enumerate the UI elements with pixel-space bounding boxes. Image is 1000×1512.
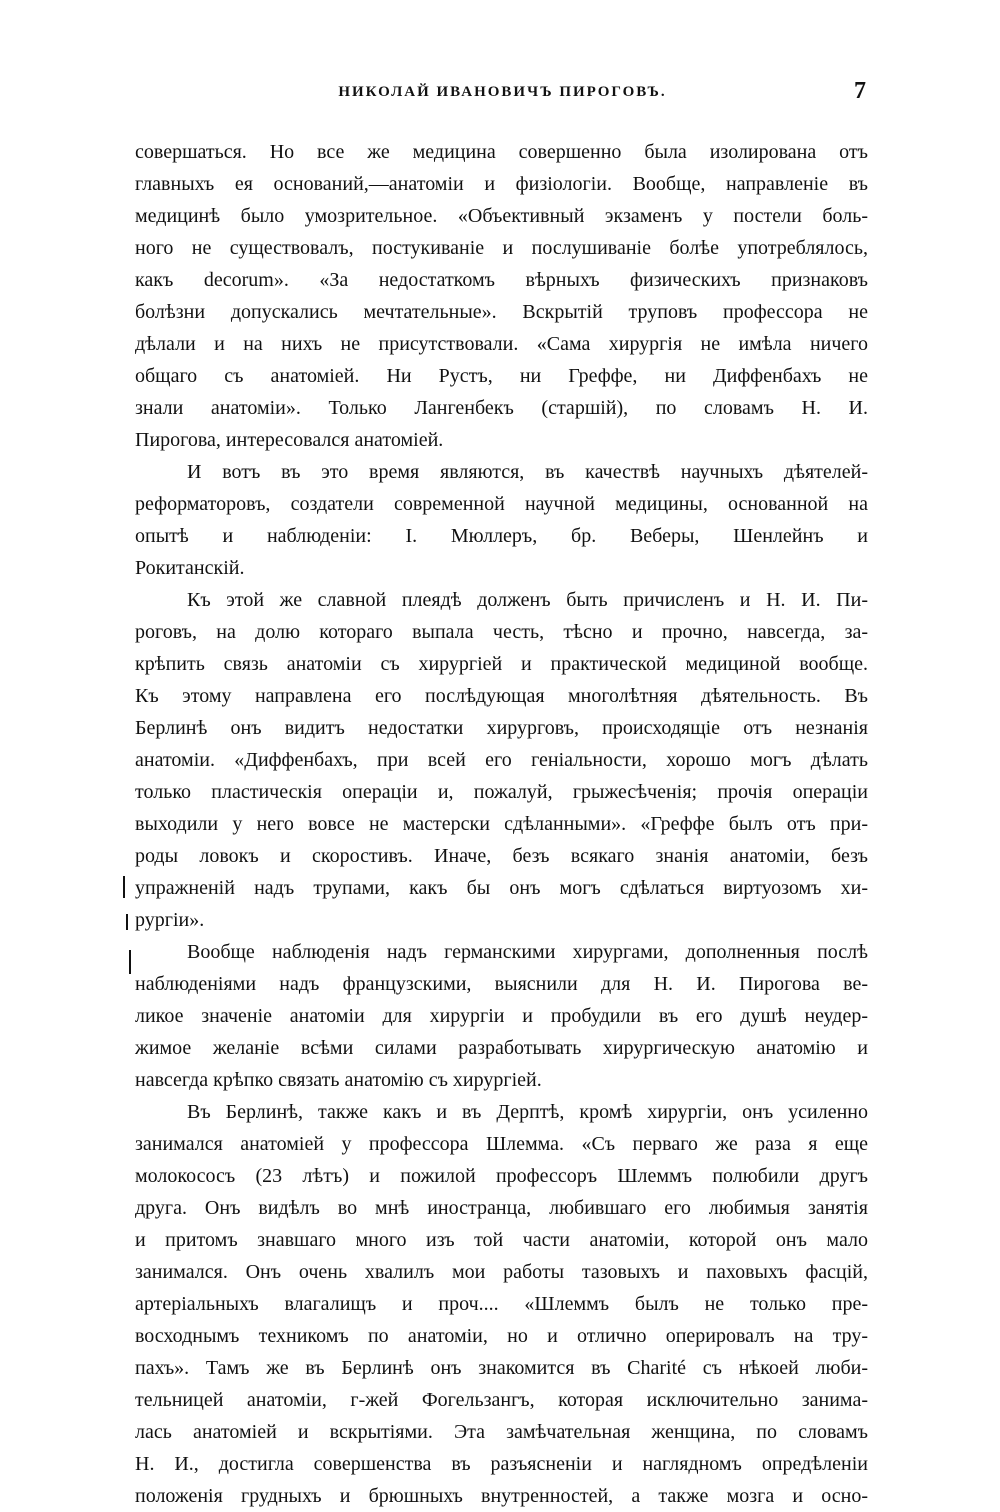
text-line: главныхъ ея оснований,—анатоміи и физіологіи. Вообще, направленіе въ <box>135 173 868 195</box>
text-line: Въ Берлинѣ, также какъ и въ Дерптѣ, кромѣ хирургіи, онъ усиленно <box>187 1101 868 1123</box>
running-title: НИКОЛАЙ ИВАНОВИЧЪ ПИРОГОВЪ. <box>338 84 667 100</box>
text-line: Рокитанскій. <box>135 557 245 579</box>
text-line: Къ этому направлена его послѣдующая многолѣтняя дѣятельность. Въ <box>135 685 868 707</box>
text-line: Берлинѣ онъ видитъ недостатки хирурговъ, происходящіе отъ незнанія <box>135 717 868 739</box>
text-line: Н. И., достигла совершенства въ разъясненіи и наглядномъ опредѣленіи <box>135 1453 868 1475</box>
body-text <box>135 136 868 1512</box>
text-line: знали анатоміи». Только Лангенбекъ (старшій), по словамъ Н. И. <box>135 397 868 419</box>
text-line: восходнымъ техникомъ по анатоміи, но и отлично оперировалъ на тру- <box>135 1325 868 1347</box>
margin-mark <box>123 876 125 898</box>
text-line: навсегда крѣпко связать анатомію съ хирургіей. <box>135 1069 542 1091</box>
text-line: И вотъ въ это время являются, въ качествѣ научныхъ дѣятелей- <box>187 461 868 483</box>
text-line: Къ этой же славной плеядѣ долженъ быть причисленъ и Н. И. Пи- <box>187 589 868 611</box>
text-line: реформаторовъ, создатели современной научной медицины, основанной на <box>135 493 868 515</box>
text-line: совершаться. Но все же медицина совершенно была изолирована отъ <box>135 141 868 163</box>
text-line: артеріальныхъ влагалищъ и проч.... «Шлеммъ былъ не только пре- <box>135 1293 868 1315</box>
text-line: анатоміи. «Диффенбахъ, при всей его геніальности, хорошо могъ дѣлать <box>135 749 868 771</box>
text-line: выходили у него вовсе не мастерски сдѣланными». «Греффе былъ отъ при- <box>135 813 868 835</box>
text-line: лась анатоміей и вскрытіями. Эта замѣчательная женщина, по словамъ <box>135 1421 868 1443</box>
text-line: упражненій надъ трупами, какъ бы онъ могъ сдѣлаться виртуозомъ хи- <box>135 877 868 899</box>
text-line: друга. Онъ видѣлъ во мнѣ иностранца, любившаго его любимыя занятія <box>135 1197 868 1219</box>
text-line: общаго съ анатоміей. Ни Рустъ, ни Греффе, ни Диффенбахъ не <box>135 365 868 387</box>
text-line: занимался анатоміей у профессора Шлемма. «Съ перваго же раза я еще <box>135 1133 868 1155</box>
text-line: крѣпить связь анатоміи съ хирургіей и практической медициной вообще. <box>135 653 868 675</box>
text-line: тельницей анатоміи, г-жей Фогельзангъ, которая исключительно занима- <box>135 1389 868 1411</box>
text-line: рургіи». <box>135 909 205 931</box>
margin-mark <box>126 914 128 930</box>
text-line: наблюденіями надъ французскими, выяснили для Н. И. Пирогова ве- <box>135 973 868 995</box>
text-line: пахъ». Тамъ же въ Берлинѣ онъ знакомится въ Charité съ нѣкоей люби- <box>135 1357 868 1379</box>
text-line: роговъ, на долю котораго выпала честь, тѣсно и прочно, навсегда, за- <box>135 621 868 643</box>
text-line: ликое значеніе анатоміи для хирургіи и пробудили въ его душѣ неудер- <box>135 1005 868 1027</box>
text-line: дѣлали и на нихъ не присутствовали. «Сама хирургія не имѣла ничего <box>135 333 868 355</box>
text-line: болѣзни допускались мечтательные». Вскрытій труповъ профессора не <box>135 301 868 323</box>
text-line: опытѣ и наблюденіи: І. Мюллеръ, бр. Веберы, Шенлейнъ и <box>135 525 868 547</box>
text-line: молокососъ (23 лѣтъ) и пожилой профессоръ Шлеммъ полюбили другъ <box>135 1165 868 1187</box>
text-line: занимался. Онъ очень хвалилъ мои работы тазовыхъ и паховыхъ фасцій, <box>135 1261 868 1283</box>
text-line: Пирогова, интересовался анатоміей. <box>135 429 444 451</box>
margin-mark <box>129 950 131 974</box>
text-line: медицинѣ было умозрительное. «Объективный экзаменъ у постели боль- <box>135 205 868 227</box>
page-number: 7 <box>854 78 866 104</box>
text-line: ного не существовалъ, постукиваніе и послушиваніе болѣе употреблялось, <box>135 237 868 259</box>
text-line: жимое желаніе всѣми силами разработывать хирургическую анатомію и <box>135 1037 868 1059</box>
page-header <box>135 78 870 108</box>
text-line: Вообще наблюденія надъ германскими хирургами, дополненныя послѣ <box>187 941 868 963</box>
text-line: только пластическія операціи и, пожалуй, грыжесѣченія; прочія операціи <box>135 781 868 803</box>
text-line: и притомъ знавшаго много изъ той части анатоміи, которой онъ мало <box>135 1229 868 1251</box>
text-line: роды ловокъ и скоростивъ. Иначе, безъ всякаго знанія анатоміи, безъ <box>135 845 868 867</box>
text-line: какъ decorum». «За недостаткомъ вѣрныхъ физическихъ признаковъ <box>135 269 868 291</box>
text-line: положенія грудныхъ и брюшныхъ внутренностей, а также мозга и осно- <box>135 1485 868 1507</box>
